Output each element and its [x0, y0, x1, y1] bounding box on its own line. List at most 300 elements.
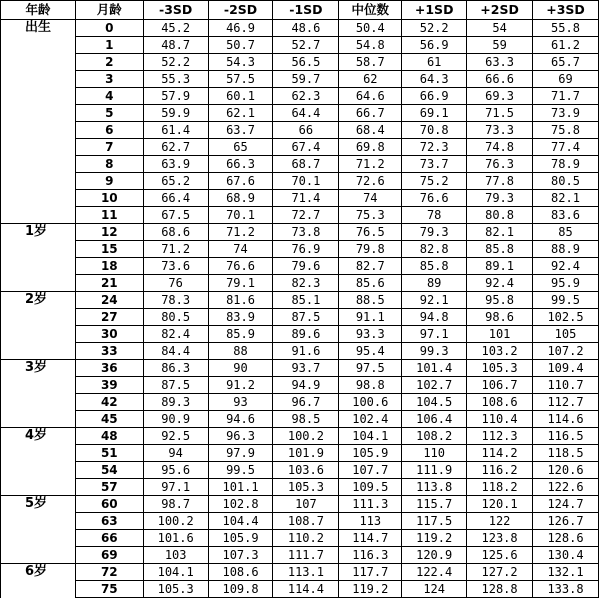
value-cell: 73.8 — [273, 224, 339, 241]
table-row — [1, 139, 599, 156]
value-cell: 90 — [208, 360, 273, 377]
value-cell: 61.4 — [143, 122, 208, 139]
value-cell: 56.9 — [402, 37, 467, 54]
value-cell: 48.7 — [143, 37, 208, 54]
value-cell: 76 — [143, 275, 208, 292]
month-cell: 3 — [75, 71, 143, 88]
table-row — [1, 462, 599, 479]
value-cell: 71.2 — [143, 241, 208, 258]
age-cell — [1, 326, 76, 343]
value-cell: 74.8 — [467, 139, 533, 156]
value-cell: 58.7 — [339, 54, 402, 71]
age-cell — [1, 156, 76, 173]
value-cell: 95.8 — [467, 292, 533, 309]
age-cell — [1, 258, 76, 275]
value-cell: 102.5 — [533, 309, 599, 326]
value-cell: 74 — [208, 241, 273, 258]
value-cell: 79.6 — [273, 258, 339, 275]
month-cell: 10 — [75, 190, 143, 207]
value-cell: 69 — [533, 71, 599, 88]
value-cell: 130.4 — [533, 547, 599, 564]
value-cell: 86.3 — [143, 360, 208, 377]
age-cell — [1, 581, 76, 598]
value-cell: 124 — [402, 581, 467, 598]
table-row — [1, 479, 599, 496]
value-cell: 96.3 — [208, 428, 273, 445]
value-cell: 94 — [143, 445, 208, 462]
value-cell: 105.3 — [467, 360, 533, 377]
age-cell — [1, 173, 76, 190]
value-cell: 117.7 — [339, 564, 402, 581]
value-cell: 59.9 — [143, 105, 208, 122]
value-cell: 113 — [339, 513, 402, 530]
table-row — [1, 20, 599, 37]
value-cell: 108.6 — [208, 564, 273, 581]
age-cell: 出生 — [1, 20, 76, 37]
month-cell: 24 — [75, 292, 143, 309]
value-cell: 71.2 — [339, 156, 402, 173]
value-cell: 99.5 — [533, 292, 599, 309]
value-cell: 79.8 — [339, 241, 402, 258]
month-cell: 36 — [75, 360, 143, 377]
value-cell: 117.5 — [402, 513, 467, 530]
age-cell — [1, 394, 76, 411]
value-cell: 85.8 — [402, 258, 467, 275]
table-row — [1, 258, 599, 275]
value-cell: 80.5 — [143, 309, 208, 326]
value-cell: 69.8 — [339, 139, 402, 156]
value-cell: 107.7 — [339, 462, 402, 479]
header-minus2sd: -2SD — [208, 1, 273, 20]
value-cell: 110.7 — [533, 377, 599, 394]
header-plus2sd: +2SD — [467, 1, 533, 20]
value-cell: 71.2 — [208, 224, 273, 241]
age-cell — [1, 479, 76, 496]
header-age: 年龄 — [1, 1, 76, 20]
value-cell: 106.4 — [402, 411, 467, 428]
table-row — [1, 547, 599, 564]
value-cell: 82.3 — [273, 275, 339, 292]
age-cell: 1岁 — [1, 224, 76, 241]
value-cell: 100.2 — [143, 513, 208, 530]
value-cell: 114.6 — [533, 411, 599, 428]
month-cell: 45 — [75, 411, 143, 428]
age-cell — [1, 445, 76, 462]
value-cell: 94.8 — [402, 309, 467, 326]
value-cell: 116.5 — [533, 428, 599, 445]
month-cell: 69 — [75, 547, 143, 564]
value-cell: 107 — [273, 496, 339, 513]
header-plus3sd: +3SD — [533, 1, 599, 20]
value-cell: 105.3 — [273, 479, 339, 496]
value-cell: 103.6 — [273, 462, 339, 479]
value-cell: 85.9 — [208, 326, 273, 343]
table-row — [1, 156, 599, 173]
value-cell: 103 — [143, 547, 208, 564]
value-cell: 71.5 — [467, 105, 533, 122]
month-cell: 63 — [75, 513, 143, 530]
value-cell: 105 — [533, 326, 599, 343]
value-cell: 77.4 — [533, 139, 599, 156]
value-cell: 79.1 — [208, 275, 273, 292]
table-row — [1, 224, 599, 241]
value-cell: 95.6 — [143, 462, 208, 479]
value-cell: 118.5 — [533, 445, 599, 462]
month-cell: 42 — [75, 394, 143, 411]
value-cell: 83.6 — [533, 207, 599, 224]
value-cell: 122.4 — [402, 564, 467, 581]
value-cell: 80.8 — [467, 207, 533, 224]
table-row — [1, 411, 599, 428]
value-cell: 92.5 — [143, 428, 208, 445]
value-cell: 87.5 — [273, 309, 339, 326]
age-cell — [1, 71, 76, 88]
value-cell: 98.6 — [467, 309, 533, 326]
value-cell: 114.4 — [273, 581, 339, 598]
value-cell: 100.2 — [273, 428, 339, 445]
value-cell: 73.7 — [402, 156, 467, 173]
month-cell: 2 — [75, 54, 143, 71]
table-header — [1, 1, 599, 20]
value-cell: 82.7 — [339, 258, 402, 275]
value-cell: 113.1 — [273, 564, 339, 581]
value-cell: 62.1 — [208, 105, 273, 122]
month-cell: 60 — [75, 496, 143, 513]
value-cell: 104.4 — [208, 513, 273, 530]
table-row — [1, 445, 599, 462]
age-cell — [1, 275, 76, 292]
value-cell: 73.6 — [143, 258, 208, 275]
age-cell: 4岁 — [1, 428, 76, 445]
table-row — [1, 360, 599, 377]
header-row — [1, 1, 599, 20]
value-cell: 103.2 — [467, 343, 533, 360]
value-cell: 110 — [402, 445, 467, 462]
age-cell — [1, 462, 76, 479]
value-cell: 91.6 — [273, 343, 339, 360]
value-cell: 105.9 — [339, 445, 402, 462]
age-cell — [1, 547, 76, 564]
value-cell: 104.1 — [339, 428, 402, 445]
age-cell — [1, 513, 76, 530]
value-cell: 93.3 — [339, 326, 402, 343]
value-cell: 52.7 — [273, 37, 339, 54]
value-cell: 87.5 — [143, 377, 208, 394]
value-cell: 113.8 — [402, 479, 467, 496]
value-cell: 60.1 — [208, 88, 273, 105]
value-cell: 108.7 — [273, 513, 339, 530]
value-cell: 61.2 — [533, 37, 599, 54]
value-cell: 72.6 — [339, 173, 402, 190]
value-cell: 50.7 — [208, 37, 273, 54]
month-cell: 4 — [75, 88, 143, 105]
table-row — [1, 343, 599, 360]
value-cell: 66.9 — [402, 88, 467, 105]
age-cell — [1, 207, 76, 224]
value-cell: 104.5 — [402, 394, 467, 411]
value-cell: 93.7 — [273, 360, 339, 377]
table-row — [1, 564, 599, 581]
table-row — [1, 530, 599, 547]
value-cell: 108.2 — [402, 428, 467, 445]
value-cell: 114.2 — [467, 445, 533, 462]
value-cell: 114.7 — [339, 530, 402, 547]
value-cell: 94.9 — [273, 377, 339, 394]
month-cell: 75 — [75, 581, 143, 598]
value-cell: 46.9 — [208, 20, 273, 37]
table-row — [1, 122, 599, 139]
age-cell — [1, 343, 76, 360]
value-cell: 91.2 — [208, 377, 273, 394]
value-cell: 126.7 — [533, 513, 599, 530]
header-minus1sd: -1SD — [273, 1, 339, 20]
age-cell — [1, 105, 76, 122]
value-cell: 119.2 — [339, 581, 402, 598]
value-cell: 52.2 — [143, 54, 208, 71]
table-row — [1, 207, 599, 224]
value-cell: 112.7 — [533, 394, 599, 411]
value-cell: 89.1 — [467, 258, 533, 275]
month-cell: 6 — [75, 122, 143, 139]
value-cell: 102.8 — [208, 496, 273, 513]
value-cell: 98.8 — [339, 377, 402, 394]
value-cell: 66 — [273, 122, 339, 139]
value-cell: 95.4 — [339, 343, 402, 360]
value-cell: 88 — [208, 343, 273, 360]
value-cell: 124.7 — [533, 496, 599, 513]
value-cell: 111.9 — [402, 462, 467, 479]
value-cell: 120.9 — [402, 547, 467, 564]
age-cell — [1, 530, 76, 547]
value-cell: 85 — [533, 224, 599, 241]
value-cell: 97.1 — [143, 479, 208, 496]
value-cell: 102.4 — [339, 411, 402, 428]
table-row — [1, 377, 599, 394]
value-cell: 89.6 — [273, 326, 339, 343]
value-cell: 75.3 — [339, 207, 402, 224]
value-cell: 101.4 — [402, 360, 467, 377]
value-cell: 74 — [339, 190, 402, 207]
value-cell: 66.3 — [208, 156, 273, 173]
table-row — [1, 71, 599, 88]
value-cell: 76.6 — [402, 190, 467, 207]
value-cell: 72.7 — [273, 207, 339, 224]
value-cell: 100.6 — [339, 394, 402, 411]
table-row — [1, 54, 599, 71]
value-cell: 82.1 — [467, 224, 533, 241]
value-cell: 57.9 — [143, 88, 208, 105]
value-cell: 111.3 — [339, 496, 402, 513]
value-cell: 48.6 — [273, 20, 339, 37]
value-cell: 98.5 — [273, 411, 339, 428]
value-cell: 76.9 — [273, 241, 339, 258]
month-cell: 30 — [75, 326, 143, 343]
value-cell: 116.2 — [467, 462, 533, 479]
value-cell: 56.5 — [273, 54, 339, 71]
value-cell: 79.3 — [467, 190, 533, 207]
age-cell — [1, 88, 76, 105]
value-cell: 108.6 — [467, 394, 533, 411]
value-cell: 132.1 — [533, 564, 599, 581]
value-cell: 90.9 — [143, 411, 208, 428]
value-cell: 64.3 — [402, 71, 467, 88]
value-cell: 98.7 — [143, 496, 208, 513]
age-cell — [1, 139, 76, 156]
value-cell: 52.2 — [402, 20, 467, 37]
value-cell: 88.9 — [533, 241, 599, 258]
age-cell: 2岁 — [1, 292, 76, 309]
month-cell: 57 — [75, 479, 143, 496]
table-row — [1, 428, 599, 445]
value-cell: 62.3 — [273, 88, 339, 105]
value-cell: 111.7 — [273, 547, 339, 564]
month-cell: 5 — [75, 105, 143, 122]
age-cell: 5岁 — [1, 496, 76, 513]
age-cell: 3岁 — [1, 360, 76, 377]
month-cell: 48 — [75, 428, 143, 445]
value-cell: 105.3 — [143, 581, 208, 598]
value-cell: 120.1 — [467, 496, 533, 513]
value-cell: 110.2 — [273, 530, 339, 547]
value-cell: 65.2 — [143, 173, 208, 190]
age-cell — [1, 377, 76, 394]
month-cell: 51 — [75, 445, 143, 462]
value-cell: 68.7 — [273, 156, 339, 173]
value-cell: 67.4 — [273, 139, 339, 156]
value-cell: 84.4 — [143, 343, 208, 360]
value-cell: 55.3 — [143, 71, 208, 88]
header-plus1sd: +1SD — [402, 1, 467, 20]
value-cell: 78 — [402, 207, 467, 224]
value-cell: 94.6 — [208, 411, 273, 428]
month-cell: 54 — [75, 462, 143, 479]
value-cell: 92.1 — [402, 292, 467, 309]
value-cell: 61 — [402, 54, 467, 71]
value-cell: 55.8 — [533, 20, 599, 37]
table-row — [1, 37, 599, 54]
value-cell: 107.2 — [533, 343, 599, 360]
value-cell: 127.2 — [467, 564, 533, 581]
value-cell: 89 — [402, 275, 467, 292]
value-cell: 59 — [467, 37, 533, 54]
value-cell: 110.4 — [467, 411, 533, 428]
month-cell: 1 — [75, 37, 143, 54]
value-cell: 77.8 — [467, 173, 533, 190]
table-row — [1, 309, 599, 326]
value-cell: 73.3 — [467, 122, 533, 139]
value-cell: 118.2 — [467, 479, 533, 496]
value-cell: 65 — [208, 139, 273, 156]
value-cell: 72.3 — [402, 139, 467, 156]
value-cell: 68.9 — [208, 190, 273, 207]
header-minus3sd: -3SD — [143, 1, 208, 20]
value-cell: 73.9 — [533, 105, 599, 122]
value-cell: 93 — [208, 394, 273, 411]
value-cell: 97.9 — [208, 445, 273, 462]
value-cell: 80.5 — [533, 173, 599, 190]
value-cell: 50.4 — [339, 20, 402, 37]
value-cell: 63.7 — [208, 122, 273, 139]
value-cell: 96.7 — [273, 394, 339, 411]
month-cell: 7 — [75, 139, 143, 156]
age-cell — [1, 190, 76, 207]
table-row — [1, 292, 599, 309]
value-cell: 128.6 — [533, 530, 599, 547]
age-cell — [1, 37, 76, 54]
month-cell: 8 — [75, 156, 143, 173]
value-cell: 123.8 — [467, 530, 533, 547]
age-cell — [1, 309, 76, 326]
value-cell: 62 — [339, 71, 402, 88]
age-cell: 6岁 — [1, 564, 76, 581]
value-cell: 63.3 — [467, 54, 533, 71]
value-cell: 106.7 — [467, 377, 533, 394]
value-cell: 133.8 — [533, 581, 599, 598]
value-cell: 112.3 — [467, 428, 533, 445]
table-row — [1, 394, 599, 411]
value-cell: 68.4 — [339, 122, 402, 139]
month-cell: 27 — [75, 309, 143, 326]
value-cell: 97.5 — [339, 360, 402, 377]
table-row — [1, 88, 599, 105]
value-cell: 66.7 — [339, 105, 402, 122]
value-cell: 82.8 — [402, 241, 467, 258]
table-row — [1, 105, 599, 122]
value-cell: 65.7 — [533, 54, 599, 71]
value-cell: 78.3 — [143, 292, 208, 309]
age-cell — [1, 54, 76, 71]
value-cell: 64.6 — [339, 88, 402, 105]
month-cell: 39 — [75, 377, 143, 394]
value-cell: 69.3 — [467, 88, 533, 105]
value-cell: 99.5 — [208, 462, 273, 479]
value-cell: 64.4 — [273, 105, 339, 122]
value-cell: 99.3 — [402, 343, 467, 360]
table-row — [1, 241, 599, 258]
value-cell: 76.6 — [208, 258, 273, 275]
value-cell: 119.2 — [402, 530, 467, 547]
table-row — [1, 190, 599, 207]
value-cell: 85.8 — [467, 241, 533, 258]
table-row — [1, 326, 599, 343]
value-cell: 76.5 — [339, 224, 402, 241]
value-cell: 75.2 — [402, 173, 467, 190]
value-cell: 75.8 — [533, 122, 599, 139]
value-cell: 116.3 — [339, 547, 402, 564]
value-cell: 102.7 — [402, 377, 467, 394]
header-median: 中位数 — [339, 1, 402, 20]
value-cell: 92.4 — [533, 258, 599, 275]
table-row — [1, 513, 599, 530]
value-cell: 76.3 — [467, 156, 533, 173]
month-cell: 33 — [75, 343, 143, 360]
value-cell: 89.3 — [143, 394, 208, 411]
value-cell: 83.9 — [208, 309, 273, 326]
value-cell: 95.9 — [533, 275, 599, 292]
value-cell: 54 — [467, 20, 533, 37]
value-cell: 68.6 — [143, 224, 208, 241]
value-cell: 104.1 — [143, 564, 208, 581]
value-cell: 115.7 — [402, 496, 467, 513]
value-cell: 66.6 — [467, 71, 533, 88]
value-cell: 109.4 — [533, 360, 599, 377]
header-month: 月龄 — [75, 1, 143, 20]
month-cell: 9 — [75, 173, 143, 190]
value-cell: 71.7 — [533, 88, 599, 105]
value-cell: 91.1 — [339, 309, 402, 326]
value-cell: 70.8 — [402, 122, 467, 139]
value-cell: 66.4 — [143, 190, 208, 207]
